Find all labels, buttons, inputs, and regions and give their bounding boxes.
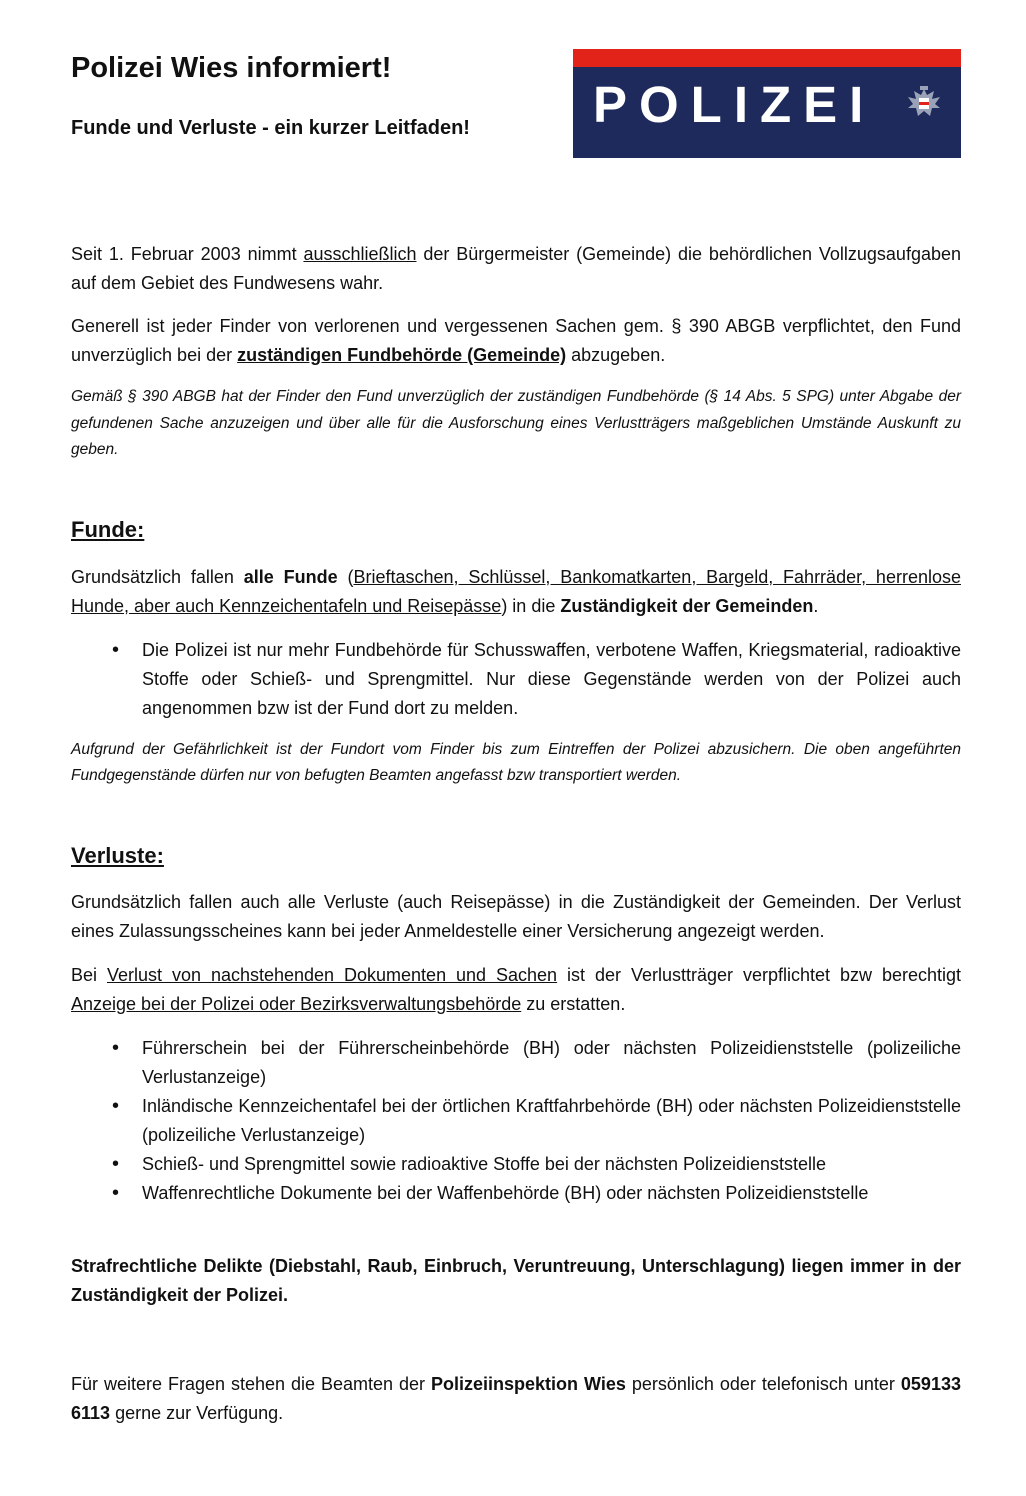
legal-note: Gemäß § 390 ABGB hat der Finder den Fund unverzüglich der zuständigen Fundbehörde (§ 14 Abs. 5 SPG) unter Abgabe der gefundenen Sache anzuzeigen und über alle für die Ausforschung eines Verlustträgers maßgeblichen Umstände Auskunft zu geben. — [71, 388, 961, 458]
section-heading-verluste: Verluste: — [71, 842, 164, 868]
funde-paragraph: Grundsätzlich fallen alle Funde (Brieftaschen, Schlüssel, Bankomatkarten, Bargeld, Fahrräder, herrenlose Hunde, aber auch Kennzeichentafeln und Reisepässe) in die Zuständigkeit der Gemeinden. — [71, 566, 961, 616]
intro-paragraph-2: Generell ist jeder Finder von verlorenen und vergessenen Sachen gem. § 390 ABGB verpflichtet, den Fund unverzüglich bei der zuständigen Fundbehörde (Gemeinde) abzugeben. — [71, 316, 961, 365]
section-heading-funde: Funde: — [71, 516, 145, 542]
list-item: • Waffenrechtliche Dokumente bei der Waffenbehörde (BH) oder nächsten Polizeidienststelle — [71, 1179, 961, 1208]
logo-text: POLIZEI — [593, 76, 876, 133]
strafrecht-notice: Strafrechtliche Delikte (Diebstahl, Raub, Einbruch, Veruntreuung, Unterschlagung) liegen immer in der Zuständigkeit der Polizei. — [71, 1255, 961, 1305]
eagle-emblem-icon — [904, 83, 944, 123]
verluste-paragraph-2: Bei Verlust von nachstehenden Dokumenten und Sachen ist der Verlustträger verpflichtet bzw berechtigt Anzeige bei der Polizei oder Bezirksverwaltungsbehörde zu erstatten. — [71, 964, 961, 1014]
list-item: • Inländische Kennzeichentafel bei der örtlichen Kraftfahrbehörde (BH) oder nächsten Polizeidienststelle (polizeiliche Verlustanzeige) — [71, 1092, 961, 1150]
safety-note: Aufgrund der Gefährlichkeit ist der Fundort vom Finder bis zum Eintreffen der Polizei abzusichern. Die oben angeführten Fundgegenstände dürfen nur von befugten Beamten angefasst bzw transportiert werden. — [71, 740, 961, 784]
verluste-bullet-list — [71, 1034, 961, 1208]
logo-red-stripe — [573, 49, 961, 67]
verluste-paragraph-1: Grundsätzlich fallen auch alle Verluste (auch Reisepässe) in die Zuständigkeit der Gemeinden. Der Verlust eines Zulassungsscheines kann bei jeder Anmeldestelle einer Versicherung angezeigt werden. — [71, 891, 961, 941]
list-item: • Die Polizei ist nur mehr Fundbehörde für Schusswaffen, verbotene Waffen, Kriegsmaterial, radioaktive Stoffe oder Schieß- und Sprengmittel. Nur diese Gegenstände werden von der Polizei auch angenommen bzw ist der Fund dort zu melden. — [71, 636, 961, 723]
intro-paragraph-1: Seit 1. Februar 2003 nimmt ausschließlich der Bürgermeister (Gemeinde) die behördlichen Vollzugsaufgaben auf dem Gebiet des Fundwesens wahr. — [71, 244, 961, 293]
list-item: • Führerschein bei der Führerscheinbehörde (BH) oder nächsten Polizeidienststelle (polizeiliche Verlustanzeige) — [71, 1034, 961, 1092]
funde-bullet-list — [71, 636, 961, 723]
polizei-logo — [573, 49, 961, 158]
document-body — [71, 240, 961, 1428]
phone-number: 059133 6113 — [71, 1373, 961, 1423]
page-subtitle: Funde und Verluste - ein kurzer Leitfaden! — [71, 117, 470, 139]
underlined-text: ausschließlich — [303, 244, 417, 264]
page-title: Polizei Wies informiert! — [71, 52, 392, 84]
list-item: • Schieß- und Sprengmittel sowie radioaktive Stoffe bei der nächsten Polizeidienststelle — [71, 1150, 961, 1179]
contact-paragraph: Für weitere Fragen stehen die Beamten der Polizeiinspektion Wies persönlich oder telefonisch unter 059133 6113 gerne zur Verfügung. — [71, 1373, 961, 1423]
bold-underlined-text: zuständigen Fundbehörde (Gemeinde) — [237, 345, 567, 365]
